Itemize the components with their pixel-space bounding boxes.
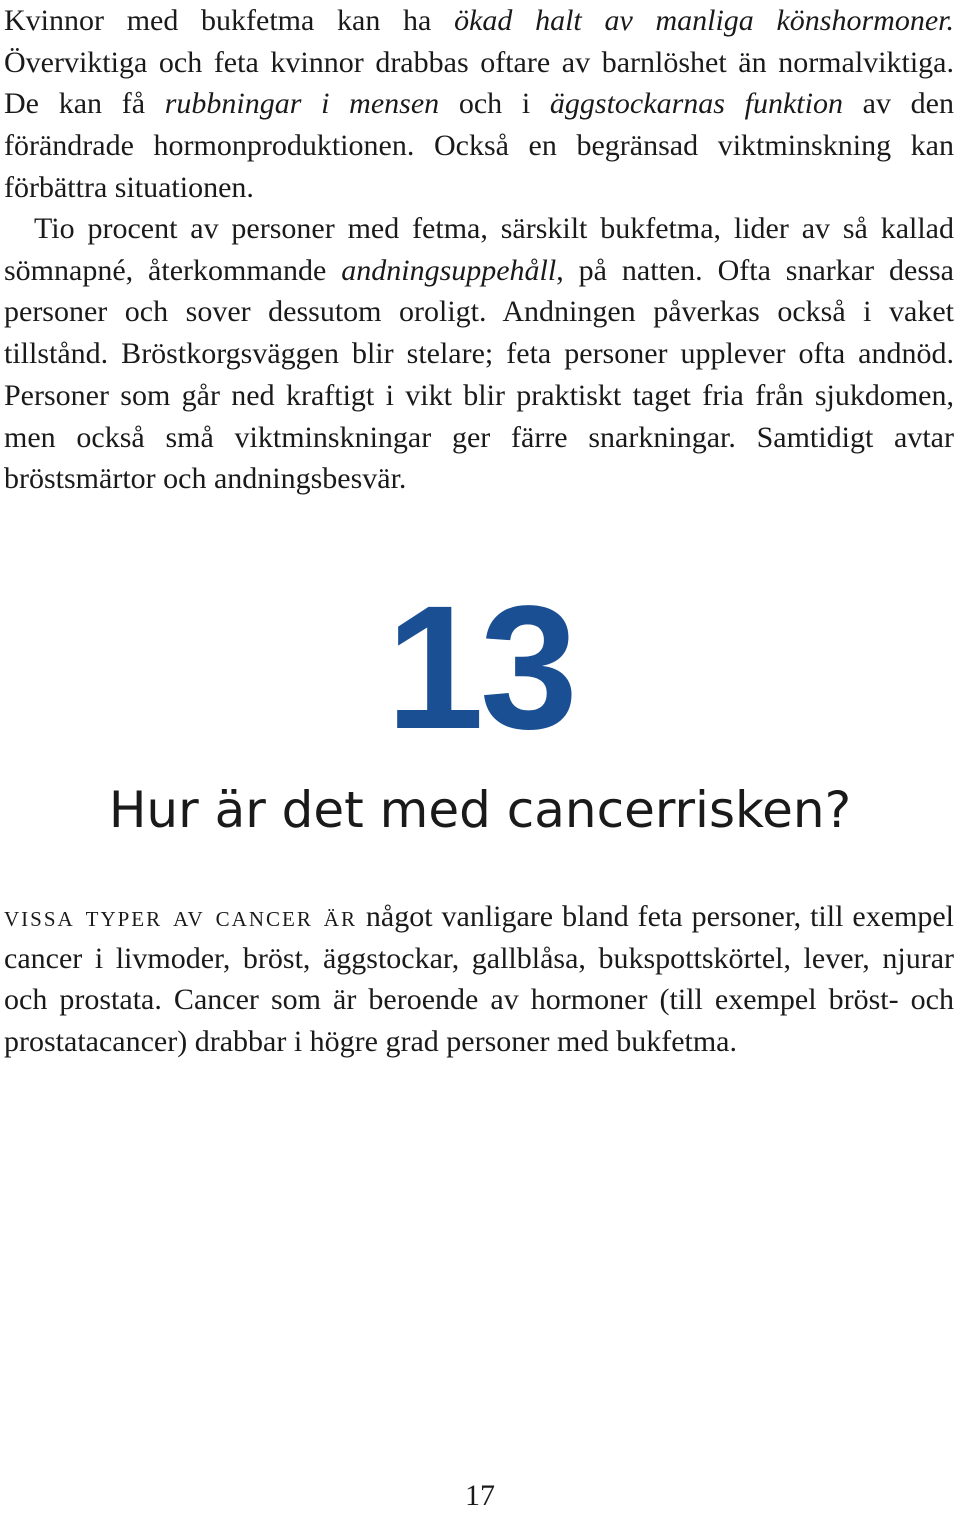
text-span: Kvinnor med bukfetma kan ha (4, 4, 455, 37)
paragraph-cancer (4, 896, 954, 1063)
chapter-title: Hur är det med cancerrisken? (108, 781, 852, 839)
paragraph-hormones (4, 0, 954, 209)
emphasis-text: äggstockarnas funktion (549, 87, 843, 121)
chapter-number: 13 (386, 570, 574, 766)
text-span: , på natten. Ofta snarkar dessa personer och sover dessutom oroligt. Andningen påverkas också i vaket tillstånd. Bröstkorgsväggen blir stelare; feta personer upplever ofta andnöd. Personer som går ned kraftigt i vikt blir praktiskt taget fria från sjukdomen, men också små viktminskningar ger färre snarkningar. Samtidigt avtar bröstsmärtor och andningsbesvär. (4, 253, 954, 496)
text-span: något vanligare bland feta personer, till exempel cancer i livmoder, bröst, äggstockar, gallblåsa, bukspottskörtel, lever, njurar och prostata. Cancer som är beroende av hormoner (till exempel bröst- och prostatacancer) drabbar i högre grad personer med bukfetma. (4, 900, 955, 1059)
page-number: 17 (465, 1479, 495, 1512)
text-span: av den förändrade hormonproduktionen. Också en begränsad viktminskning kan förbättra situationen. (4, 87, 954, 204)
text-span: och i (439, 87, 550, 121)
text-span: Tio procent av personer med fetma, särskilt bukfetma, lider av så kallad sömnapné, återkommande (4, 212, 954, 287)
text-span: Överviktiga och feta kvinnor drabbas oftare av barnlöshet än normalviktiga. De kan få (4, 45, 954, 121)
emphasis-text: andningsuppehåll (341, 253, 557, 287)
emphasis-text: ökad halt av manliga könshormoner. (454, 4, 954, 37)
paragraph-sleep-apnea (4, 208, 954, 500)
lead-in-small-caps: vissa typer av cancer är (4, 900, 357, 933)
emphasis-text: rubbningar i mensen (164, 87, 440, 121)
